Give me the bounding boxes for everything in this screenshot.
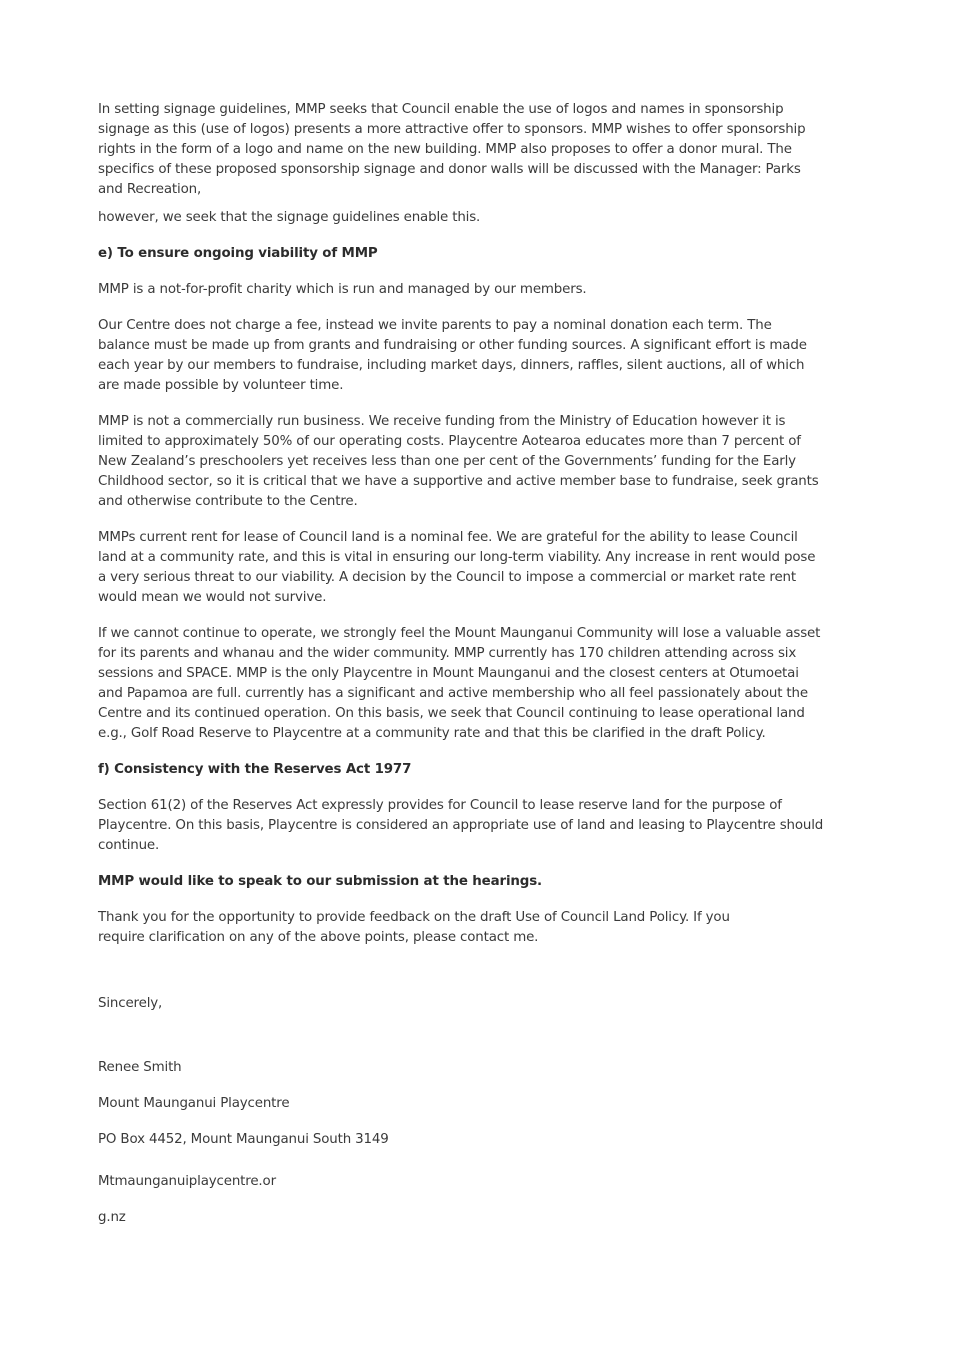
paragraph-fee: Our Centre does not charge a fee, instead we invite parents to pay a nominal donation each term. The balance must be made up from grants and fundraising or other funding sources. A significant effort is made each year by our members to fundraise, including market days, dinners, raffles, silent auctions, all of which are made possible by volunteer time. xyxy=(98,318,807,393)
website-line-1: Mtmaunganuiplaycentre.or xyxy=(98,1174,276,1189)
paragraph-thanks-line-2: require clarification on any of the above points, please contact me. xyxy=(98,930,539,945)
paragraph-signage: In setting signage guidelines, MMP seeks that Council enable the use of logos and names in sponsorship signage as this (use of logos) presents a more attractive offer to sponsors. MMP wishes to offer sponsorship rights in the form of a logo and name on the new building. MMP also proposes to offer a donor mural. The specifics of these proposed sponsorship signage and donor walls will be discussed with the Manager: Parks and Recreation, xyxy=(98,102,806,197)
heading-viability: e) To ensure ongoing viability of MMP xyxy=(98,246,378,261)
paragraph-thanks-line-1: Thank you for the opportunity to provide feedback on the draft Use of Council Land Policy. If you xyxy=(98,910,730,925)
thanks-block xyxy=(98,908,826,948)
letter-body xyxy=(98,100,826,1228)
paragraph-signage-continued: however, we seek that the signage guidelines enable this. xyxy=(98,210,481,225)
website-line-2: g.nz xyxy=(98,1210,126,1225)
postal-address: PO Box 4452, Mount Maunganui South 3149 xyxy=(98,1132,389,1147)
heading-reserves-act: f) Consistency with the Reserves Act 1977 xyxy=(98,762,412,777)
organisation-name: Mount Maunganui Playcentre xyxy=(98,1096,290,1111)
paragraph-community: If we cannot continue to operate, we strongly feel the Mount Maunganui Community will lose a valuable asset for its parents and whanau and the wider community. MMP currently has 170 children attending across six sessions and SPACE. MMP is the only Playcentre in Mount Maunganui and the closest centers at Otumoetai and Papamoa are full. currently has a significant and active membership who all feel passionately about the Centre and its continued operation. On this basis, we seek that Council continuing to lease operational land e.g., Golf Road Reserve to Playcentre at a community rate and that this be clarified in the draft Policy. xyxy=(98,626,821,741)
paragraph-funding: MMP is not a commercially run business. We receive funding from the Ministry of Education however it is limited to approximately 50% of our operating costs. Playcentre Aotearoa educates more than 7 percent of New Zealand’s preschoolers yet receives less than one per cent of the Governments’ funding for the Early Childhood sector, so it is critical that we have a supportive and active member base to fundraise, seek grants and otherwise contribute to the Centre. xyxy=(98,414,819,509)
paragraph-reserves: Section 61(2) of the Reserves Act expressly provides for Council to lease reserve land for the purpose of Playcentre. On this basis, Playcentre is considered an appropriate use of land and leasing to Playcentre should continue. xyxy=(98,798,824,853)
paragraph-charity: MMP is a not-for-profit charity which is run and managed by our members. xyxy=(98,282,587,297)
paragraph-rent: MMPs current rent for lease of Council land is a nominal fee. We are grateful for the ability to lease Council land at a community rate, and this is vital in ensuring our long-term viability. Any increase in rent would pose a very serious threat to our viability. A decision by the Council to impose a commercial or market rate rent would mean we would not survive. xyxy=(98,530,816,605)
hearing-statement: MMP would like to speak to our submission at the hearings. xyxy=(98,874,542,889)
signer-name: Renee Smith xyxy=(98,1060,182,1075)
closing: Sincerely, xyxy=(98,996,163,1011)
